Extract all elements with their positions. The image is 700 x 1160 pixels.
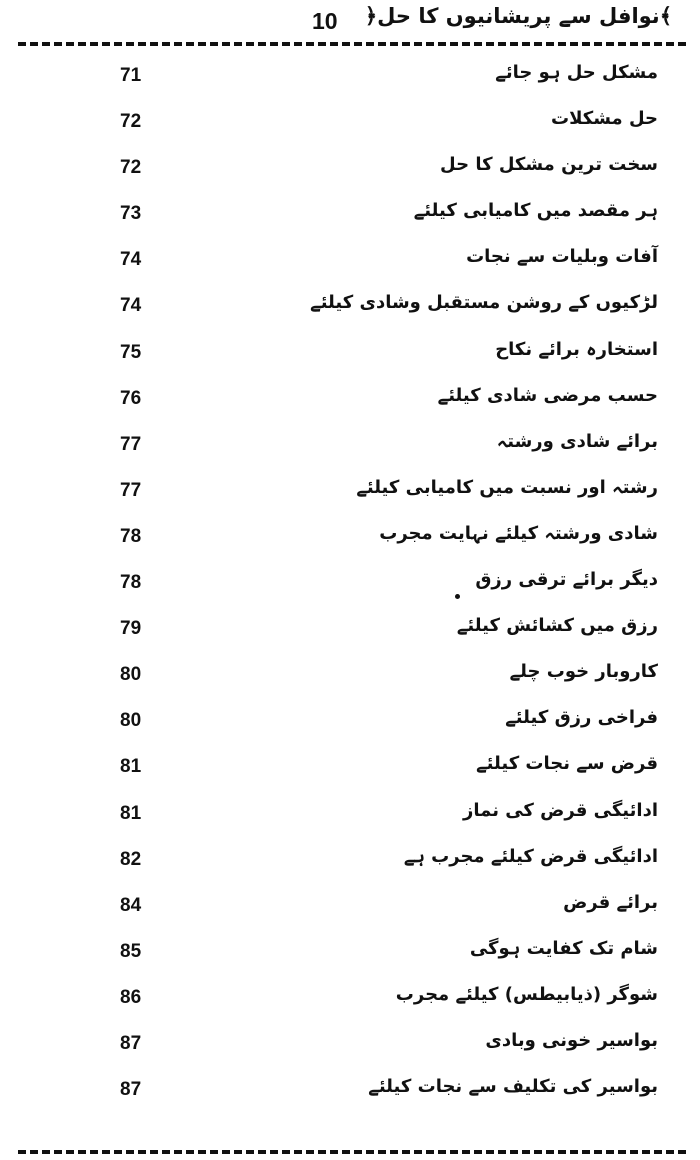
toc-entry-title: شام تک کفایت ہوگی xyxy=(469,937,658,959)
toc-entry xyxy=(0,284,700,330)
toc-entry-page-number: 85 xyxy=(120,940,142,962)
toc-entry xyxy=(0,699,700,745)
toc-entry-page-number: 82 xyxy=(120,848,142,870)
table-of-contents xyxy=(0,54,700,1114)
toc-entry-title: بواسیر خونی وبادی xyxy=(485,1029,658,1051)
toc-entry-title: برائے قرض xyxy=(563,891,658,913)
toc-entry xyxy=(0,192,700,238)
toc-entry-title: مشکل حل ہو جائے xyxy=(495,62,658,83)
toc-entry-title: استخارہ برائے نکاح xyxy=(495,338,658,360)
toc-entry xyxy=(0,1068,700,1114)
toc-entry xyxy=(0,146,700,192)
toc-entry-page-number: 81 xyxy=(120,756,142,778)
toc-entry-title: رزق میں کشائش کیلئے xyxy=(456,615,658,637)
toc-entry-page-number: 73 xyxy=(120,203,142,225)
toc-entry-title: ادائیگی قرض کی نماز xyxy=(463,799,658,821)
toc-entry-page-number: 72 xyxy=(120,111,142,133)
toc-entry-title: ہر مقصد میں کامیابی کیلئے xyxy=(413,200,658,222)
toc-entry-page-number: 87 xyxy=(120,1079,142,1101)
toc-entry-page-number: 86 xyxy=(120,986,142,1008)
toc-entry-page-number: 77 xyxy=(120,479,142,501)
toc-entry-title: شادی ورشتہ کیلئے نہایت مجرب xyxy=(379,522,658,544)
toc-entry xyxy=(0,331,700,377)
toc-entry-page-number: 71 xyxy=(120,65,142,86)
toc-entry-title: دیگر برائے ترقی رزق xyxy=(475,569,658,591)
toc-entry xyxy=(0,607,700,653)
toc-entry-title: لڑکیوں کے روشن مستقبل وشادی کیلئے xyxy=(310,292,658,314)
toc-entry-title: شوگر (ذیابیطس) کیلئے مجرب xyxy=(395,983,658,1005)
toc-entry-page-number: 81 xyxy=(120,802,142,824)
ink-dot xyxy=(455,594,460,599)
toc-entry xyxy=(0,930,700,976)
toc-entry-title: کاروبار خوب چلے xyxy=(509,661,658,683)
toc-entry xyxy=(0,54,700,100)
toc-entry-page-number: 78 xyxy=(120,572,142,594)
toc-entry-page-number: 84 xyxy=(120,894,142,916)
toc-entry xyxy=(0,792,700,838)
toc-entry xyxy=(0,653,700,699)
toc-entry xyxy=(0,515,700,561)
toc-entry-page-number: 80 xyxy=(120,710,142,732)
toc-entry-page-number: 76 xyxy=(120,387,142,409)
toc-entry xyxy=(0,1022,700,1068)
toc-entry-page-number: 75 xyxy=(120,341,142,363)
toc-entry xyxy=(0,100,700,146)
toc-entry-page-number: 74 xyxy=(120,295,142,317)
toc-entry-title: حسب مرضی شادی کیلئے xyxy=(437,384,658,406)
toc-entry-page-number: 79 xyxy=(120,618,142,640)
page-header xyxy=(0,0,700,42)
toc-entry-page-number: 78 xyxy=(120,525,142,547)
toc-entry-title: ادائیگی قرض کیلئے مجرب ہے xyxy=(403,845,658,867)
toc-entry-title: فراخی رزق کیلئے xyxy=(505,707,658,729)
toc-entry-title: آفات وبلیات سے نجات xyxy=(466,246,658,268)
toc-entry xyxy=(0,561,700,607)
toc-entry-page-number: 80 xyxy=(120,664,142,686)
toc-entry-page-number: 72 xyxy=(120,157,142,179)
toc-entry xyxy=(0,745,700,791)
running-title: ﴾نوافل سے پریشانیوں کا حل﴿ xyxy=(364,4,672,28)
toc-entry-title: بواسیر کی تکلیف سے نجات کیلئے xyxy=(368,1076,658,1098)
toc-entry-title: حل مشکلات xyxy=(551,108,658,130)
footer-divider xyxy=(18,1150,686,1154)
page-number: 10 xyxy=(312,8,338,34)
toc-entry-page-number: 87 xyxy=(120,1032,142,1054)
toc-entry-title: سخت ترین مشکل کا حل xyxy=(440,154,658,176)
toc-entry xyxy=(0,469,700,515)
toc-entry-page-number: 77 xyxy=(120,433,142,455)
toc-entry-page-number: 74 xyxy=(120,249,142,271)
toc-entry xyxy=(0,238,700,284)
toc-entry-title: رشتہ اور نسبت میں کامیابی کیلئے xyxy=(356,476,658,498)
toc-entry xyxy=(0,884,700,930)
toc-entry xyxy=(0,838,700,884)
toc-entry xyxy=(0,976,700,1022)
header-divider xyxy=(18,42,686,46)
toc-entry-title: برائے شادی ورشتہ xyxy=(496,430,658,452)
toc-entry xyxy=(0,377,700,423)
toc-entry xyxy=(0,423,700,469)
toc-entry-title: قرض سے نجات کیلئے xyxy=(476,753,658,775)
